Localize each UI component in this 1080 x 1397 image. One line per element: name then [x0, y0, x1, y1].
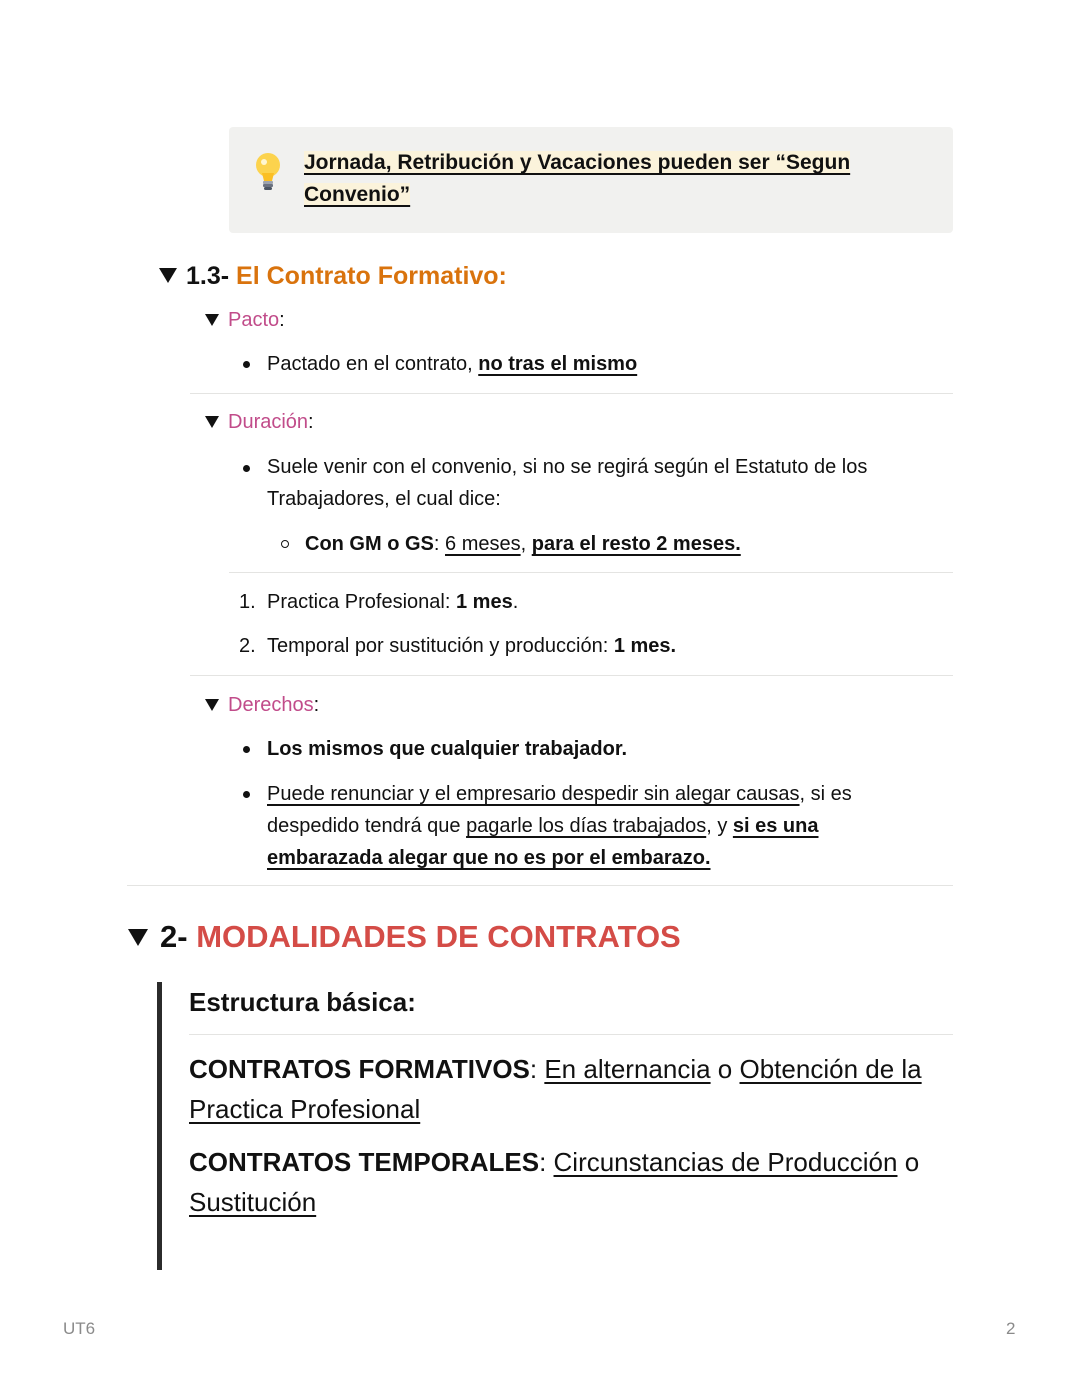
numbered-item-2-text	[267, 630, 927, 662]
numbered-item-1-text	[267, 586, 927, 618]
b2-plain2: despedido tendrá que	[267, 815, 467, 837]
temporales-opt2: Sustitución	[189, 1187, 317, 1217]
callout-text-line2: Convenio”	[304, 183, 411, 206]
pacto-bullet	[267, 348, 927, 380]
temporales-or: o	[897, 1147, 920, 1177]
toggle-pacto-label: Pacto	[228, 309, 280, 331]
heading-2-title: MODALIDADES DE CONTRATOS	[196, 919, 681, 954]
temporales-opt1: Circunstancias de Producción	[553, 1147, 898, 1177]
pacto-bullet-emph: no tras el mismo	[478, 353, 638, 375]
sub-bold-underline: para el resto 2 meses.	[531, 533, 741, 555]
b2-plain3: , y	[706, 815, 733, 837]
list-number: 2.	[239, 635, 256, 657]
formativos-opt1: En alternancia	[544, 1054, 711, 1084]
callout-text	[304, 147, 904, 211]
sub-underline: 6 meses	[445, 533, 521, 555]
quote-temporales	[189, 1142, 959, 1222]
footer-left: UT6	[63, 1319, 96, 1338]
toggle-derechos-label: Derechos	[228, 694, 314, 716]
list-number: 1.	[239, 591, 256, 613]
temporales-colon: :	[539, 1147, 554, 1177]
formativos-or: o	[710, 1054, 740, 1084]
duracion-bullet	[267, 451, 927, 515]
quote-bar	[157, 982, 162, 1270]
b2-bold-underline1: si es una	[732, 815, 819, 837]
list-plain: Practica Profesional:	[267, 591, 456, 613]
toggle-pacto[interactable]	[228, 306, 285, 334]
toggle-duracion[interactable]	[228, 408, 314, 436]
b2-bold-underline2: embarazada alegar que no es por el embarazo.	[267, 847, 711, 869]
divider	[190, 393, 953, 394]
duracion-bullet-line1: Suele venir con el convenio, si no se regirá según el Estatuto de los	[267, 456, 868, 478]
quote-heading: Estructura básica:	[189, 987, 416, 1017]
bullet-dot	[243, 361, 250, 368]
divider	[189, 1034, 953, 1035]
toggle-triangle-pacto[interactable]	[205, 314, 219, 326]
list-tail: .	[512, 591, 519, 613]
toggle-derechos-colon: :	[313, 694, 320, 716]
toggle-duracion-label: Duración	[228, 411, 309, 433]
sub-bullet-circle	[281, 540, 289, 548]
sub-bold: Con GM o GS	[305, 533, 434, 555]
formativos-opt2-line1: Obtención de la	[739, 1054, 922, 1084]
temporales-label: CONTRATOS TEMPORALES	[189, 1147, 540, 1177]
toggle-triangle-derechos[interactable]	[205, 699, 219, 711]
list-bold: 1 mes	[455, 591, 513, 613]
derechos-bullet-2	[267, 778, 947, 874]
bullet-dot	[243, 465, 250, 472]
toggle-duracion-colon: :	[308, 411, 314, 433]
sub-comma: ,	[520, 533, 532, 555]
divider	[229, 572, 953, 573]
toggle-triangle-duracion[interactable]	[205, 416, 219, 428]
duracion-sub-bullet	[305, 528, 925, 560]
duracion-bullet-line2: Trabajadores, el cual dice:	[267, 488, 501, 510]
heading-1-3-prefix: 1.3-	[186, 262, 230, 290]
heading-1-3	[186, 259, 507, 293]
derechos-bullet-1: Los mismos que cualquier trabajador.	[267, 738, 628, 760]
numbered-item-2	[239, 630, 256, 662]
bullet-dot	[243, 791, 250, 798]
lightbulb-icon	[251, 151, 285, 193]
bullet-dot	[243, 746, 250, 753]
list-plain: Temporal por sustitución y producción:	[267, 635, 614, 657]
toggle-triangle-2[interactable]	[128, 929, 148, 946]
b2-plain1: , si es	[799, 783, 852, 805]
pacto-bullet-plain: Pactado en el contrato,	[267, 353, 479, 375]
formativos-colon: :	[529, 1054, 545, 1084]
quote-formativos	[189, 1049, 959, 1129]
heading-2	[160, 916, 681, 958]
heading-2-prefix: 2-	[160, 919, 188, 954]
b2-underline2: pagarle los días trabajados	[466, 815, 707, 837]
toggle-derechos[interactable]	[228, 691, 319, 719]
divider	[190, 675, 953, 676]
list-bold: 1 mes.	[613, 635, 677, 657]
footer-page-number: 2	[1006, 1319, 1016, 1338]
callout	[229, 127, 953, 233]
toggle-triangle-1-3[interactable]	[159, 268, 177, 283]
numbered-item-1	[239, 586, 256, 618]
formativos-opt2-line2: Practica Profesional	[189, 1094, 421, 1124]
callout-text-line1: Jornada, Retribución y Vacaciones pueden ser “Segun	[304, 151, 851, 174]
b2-underline1: Puede renunciar y el empresario despedir sin alegar causas	[267, 783, 800, 805]
formativos-label: CONTRATOS FORMATIVOS	[189, 1054, 530, 1084]
toggle-pacto-colon: :	[279, 309, 285, 331]
divider	[127, 885, 953, 886]
sub-colon: :	[433, 533, 446, 555]
heading-1-3-title: El Contrato Formativo:	[236, 262, 507, 290]
